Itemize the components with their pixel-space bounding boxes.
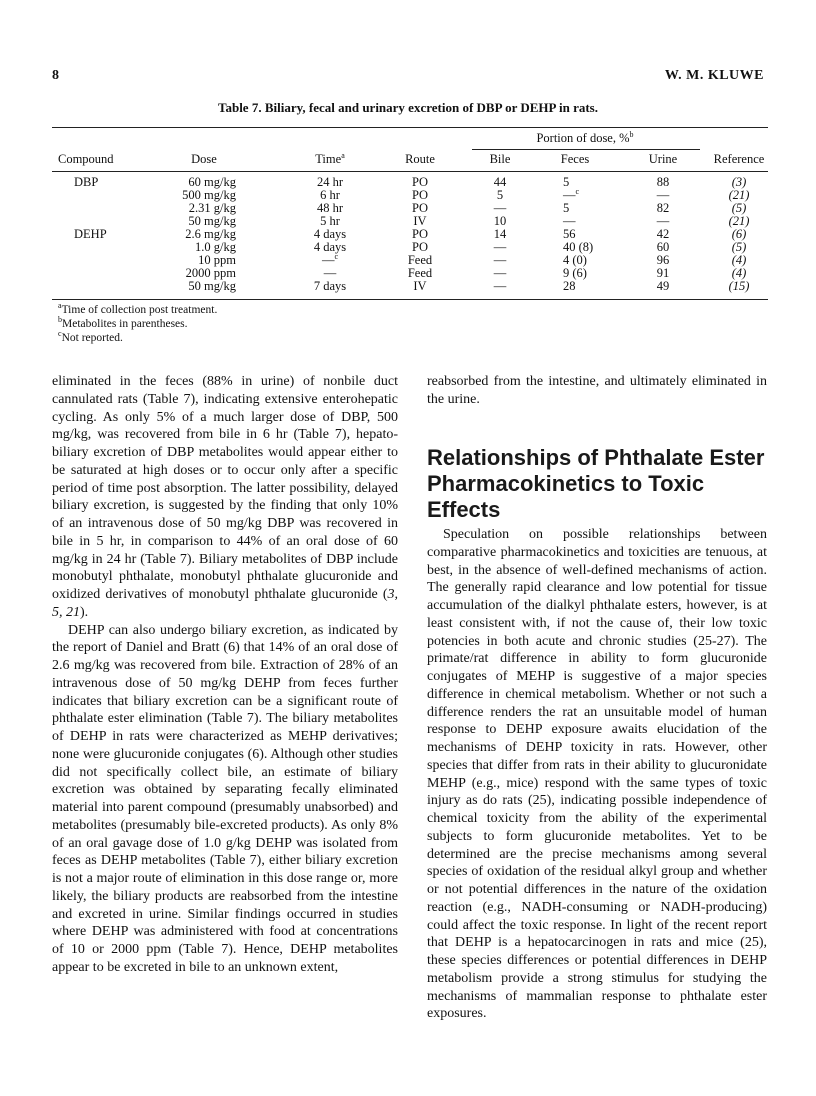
- cell-reference: (15): [728, 279, 750, 293]
- cell-bile: 10: [493, 214, 507, 228]
- paragraph: reabsorbed from the intestine, and ultimately eliminated in the urine.: [427, 374, 767, 407]
- cell-bile: 44: [493, 175, 507, 189]
- cell-route: PO: [412, 188, 428, 202]
- cell-reference: (5): [731, 201, 747, 215]
- footnote: $^a$Time of collection post treatment.: [58, 301, 218, 316]
- cell-reference: (5): [731, 240, 747, 254]
- cell-time: 48 hr: [316, 201, 344, 215]
- cell-time: 5 hr: [320, 214, 340, 228]
- running-head-author: W. M. KLUWE: [664, 68, 764, 83]
- col-header-time: Time$^a$: [315, 150, 345, 166]
- cell-reference: (4): [731, 266, 747, 280]
- cell-dose: 60 mg/kg: [188, 175, 236, 189]
- cell-dose: 2000 ppm: [185, 266, 236, 280]
- cell-time: 4 days: [313, 240, 347, 254]
- cell-dose: 500 mg/kg: [182, 188, 236, 202]
- cell-feces: 4 (0): [563, 253, 587, 267]
- cell-urine: 60: [656, 240, 670, 254]
- cell-feces: —: [563, 214, 576, 228]
- cell-route: PO: [412, 240, 428, 254]
- left-column: [52, 373, 398, 977]
- cell-dose: 2.6 mg/kg: [185, 227, 236, 241]
- group-header-portion-of-dose: Portion of dose, %$^b$: [536, 129, 634, 145]
- cell-bile: 5: [496, 188, 504, 202]
- cell-compound: DBP: [74, 175, 99, 189]
- cell-route: IV: [413, 279, 427, 293]
- col-header-bile: Bile: [489, 152, 511, 166]
- cell-route: Feed: [407, 266, 433, 280]
- cell-dose: 2.31 g/kg: [188, 201, 236, 215]
- cell-bile: —: [493, 266, 507, 280]
- cell-urine: —: [656, 214, 670, 228]
- col-header-feces: Feces: [560, 152, 590, 166]
- page-number: 8: [52, 68, 59, 83]
- col-header-route: Route: [405, 152, 435, 166]
- cell-time: —: [323, 266, 337, 280]
- cell-time: 7 days: [313, 279, 347, 293]
- cell-bile: —: [493, 253, 507, 267]
- cell-urine: 88: [656, 175, 670, 189]
- cell-urine: 91: [656, 266, 670, 280]
- cell-dose: 10 ppm: [198, 253, 236, 267]
- cell-bile: —: [493, 240, 507, 254]
- cell-reference: (21): [728, 188, 750, 202]
- cell-bile: —: [493, 201, 507, 215]
- cell-dose: 1.0 g/kg: [195, 240, 236, 254]
- paragraph: DEHP can also undergo biliary excretion, as indicated by the report of Daniel and Bratt (6) that 14% of an oral dose of 2.6 mg/kg was recovered from bile. Extraction of 28% of an intravenous dose of 50 mg/kg DEHP from feces further indicates that biliary excretion can be a significant route of phthalate ester elimination (Table 7). The biliary metabolites of DEHP in rats were characterized as MEHP derivatives; none were glucuronide conjugates (6). Although other studies did not specifically collect bile, an estimate of biliary excretion was obtained by separating fecally eliminated material into parent compound (presumably unabsorbed) and metabolites (presumably bile-excreted products). As only 8% of an oral gavage dose of 1.0 g/kg DEHP was isolated from feces as DEHP metabolites (Table 7), either biliary excretion is not a major route of elimination in this dose range or, more likely, the biliary products are reabsorbed from the intestine and excreted in urine. Similar findings occurred in studies where DEHP was administered with food at concentrations of 10 or 2000 ppm (Table 7). Hence, DEHP metabolites appear to be excreted in bile to an unknown extent,: [52, 622, 398, 975]
- right-column-top: [427, 373, 767, 409]
- table-caption: Table 7. Biliary, fecal and urinary excretion of DBP or DEHP in rats.: [217, 100, 598, 115]
- cell-feces: 5: [563, 201, 570, 215]
- header-bottom-rule: [52, 171, 768, 172]
- paragraph: eliminated in the feces (88% in urine) of nonbile duct cannulated rats (Table 7), indicating extensive enterohepatic cycling. As only 5% of a much larger dose of DBP, 500 mg/kg, was recovered from bile in 6 hr (Table 7), hepato-biliary excretion of DBP metabolites would appear either to be saturated at high doses or to occur only after a specific period of time post absorption. The latter possibility, delayed biliary excretion, is suggested by the finding that only 10% of an intravenous dose of 50 mg/kg DBP was recovered in bile in 5 hr, in comparison to 44% of an oral dose of 60 mg/kg in 24 hr (Table 7). Biliary metabolites of DBP include monobutyl phthalate, monobutyl phthalate glucuronide and oxidized derivatives of monobutyl phthalate glucuronide (3, 5, 21).: [52, 374, 398, 620]
- cell-feces: 9 (6): [563, 266, 587, 280]
- col-header-reference: Reference: [713, 152, 765, 166]
- cell-time: 24 hr: [316, 175, 344, 189]
- cell-urine: 49: [656, 279, 670, 293]
- cell-urine: 96: [656, 253, 670, 267]
- paragraph: Speculation on possible relationships between comparative pharmacokinetics and toxicities are tenuous, at best, in the absence of well-defined mechanisms of action. The generally rapid clearance and low potential for tissue accumulation of the dialkyl phthalate esters, however, is at least consistent with, if not the cause of, their low toxic potencies in both acute and chronic studies (25-27). The primate/rat difference in ability to form glucuronide conjugates of MEHP is suggestive of a major species difference in chemical metabolism. Whether or not such a difference renders the rat an unsuitable model of human response to DEHP exposure awaits elucidation of the mechanisms of DEHP toxicity in rats. However, other species that differ from rats in their ability to glucuronidate MEHP (e.g., mice) respond with the same types of toxic injury as do rats (25), indicating possible independence of chemical toxicity from the ability of the experimental subjects to form glucuronide metabolites. Yet to be determined are the precise mechanisms among several species of oxidation of the residual alkyl group and whether or not potential differences in the nature of the oxidation reaction (e.g., NADH-consuming or NADH-producing) could affect the toxic response. In light of the recent report that DEHP is a hepatocarcinogen in rats and mice (25), these species differences or potential differences in DEHP metabolism provide a strong stimulus for studying the mechanisms of mammalian response to phthalate ester exposures.: [427, 527, 767, 1022]
- cell-route: PO: [412, 201, 428, 215]
- right-column-body: [427, 526, 767, 1023]
- col-header-urine: Urine: [648, 152, 678, 166]
- section-heading: Relationships of Phthalate Ester Pharmacokinetics to Toxic Effects: [427, 445, 765, 522]
- footnote: $^b$Metabolites in parentheses.: [58, 315, 188, 330]
- cell-compound: DEHP: [74, 227, 107, 241]
- col-header-compound: Compound: [58, 152, 114, 166]
- cell-feces: 56: [563, 227, 576, 241]
- cell-feces: 40 (8): [563, 240, 594, 254]
- cell-reference: (6): [731, 227, 747, 241]
- table-bottom-rule: [52, 299, 768, 300]
- group-header-rule: [472, 149, 700, 150]
- cell-urine: 82: [656, 201, 670, 215]
- cell-route: Feed: [407, 253, 433, 267]
- cell-route: IV: [413, 214, 427, 228]
- cell-feces: 5: [563, 175, 570, 189]
- footnote: $^c$Not reported.: [58, 329, 123, 344]
- cell-time: —$^c$: [321, 251, 339, 267]
- cell-reference: (4): [731, 253, 747, 267]
- cell-route: PO: [412, 227, 428, 241]
- cell-bile: —: [493, 279, 507, 293]
- cell-urine: —: [656, 188, 670, 202]
- cell-route: PO: [412, 175, 428, 189]
- col-header-dose: Dose: [191, 152, 217, 166]
- cell-dose: 50 mg/kg: [188, 214, 236, 228]
- cell-feces: —$^c$: [563, 186, 580, 202]
- cell-dose: 50 mg/kg: [188, 279, 236, 293]
- table-top-rule: [52, 127, 768, 128]
- cell-feces: 28: [563, 279, 576, 293]
- cell-time: 4 days: [313, 227, 347, 241]
- cell-time: 6 hr: [320, 188, 340, 202]
- cell-urine: 42: [656, 227, 670, 241]
- cell-reference: (21): [728, 214, 750, 228]
- cell-bile: 14: [493, 227, 507, 241]
- cell-reference: (3): [731, 175, 747, 189]
